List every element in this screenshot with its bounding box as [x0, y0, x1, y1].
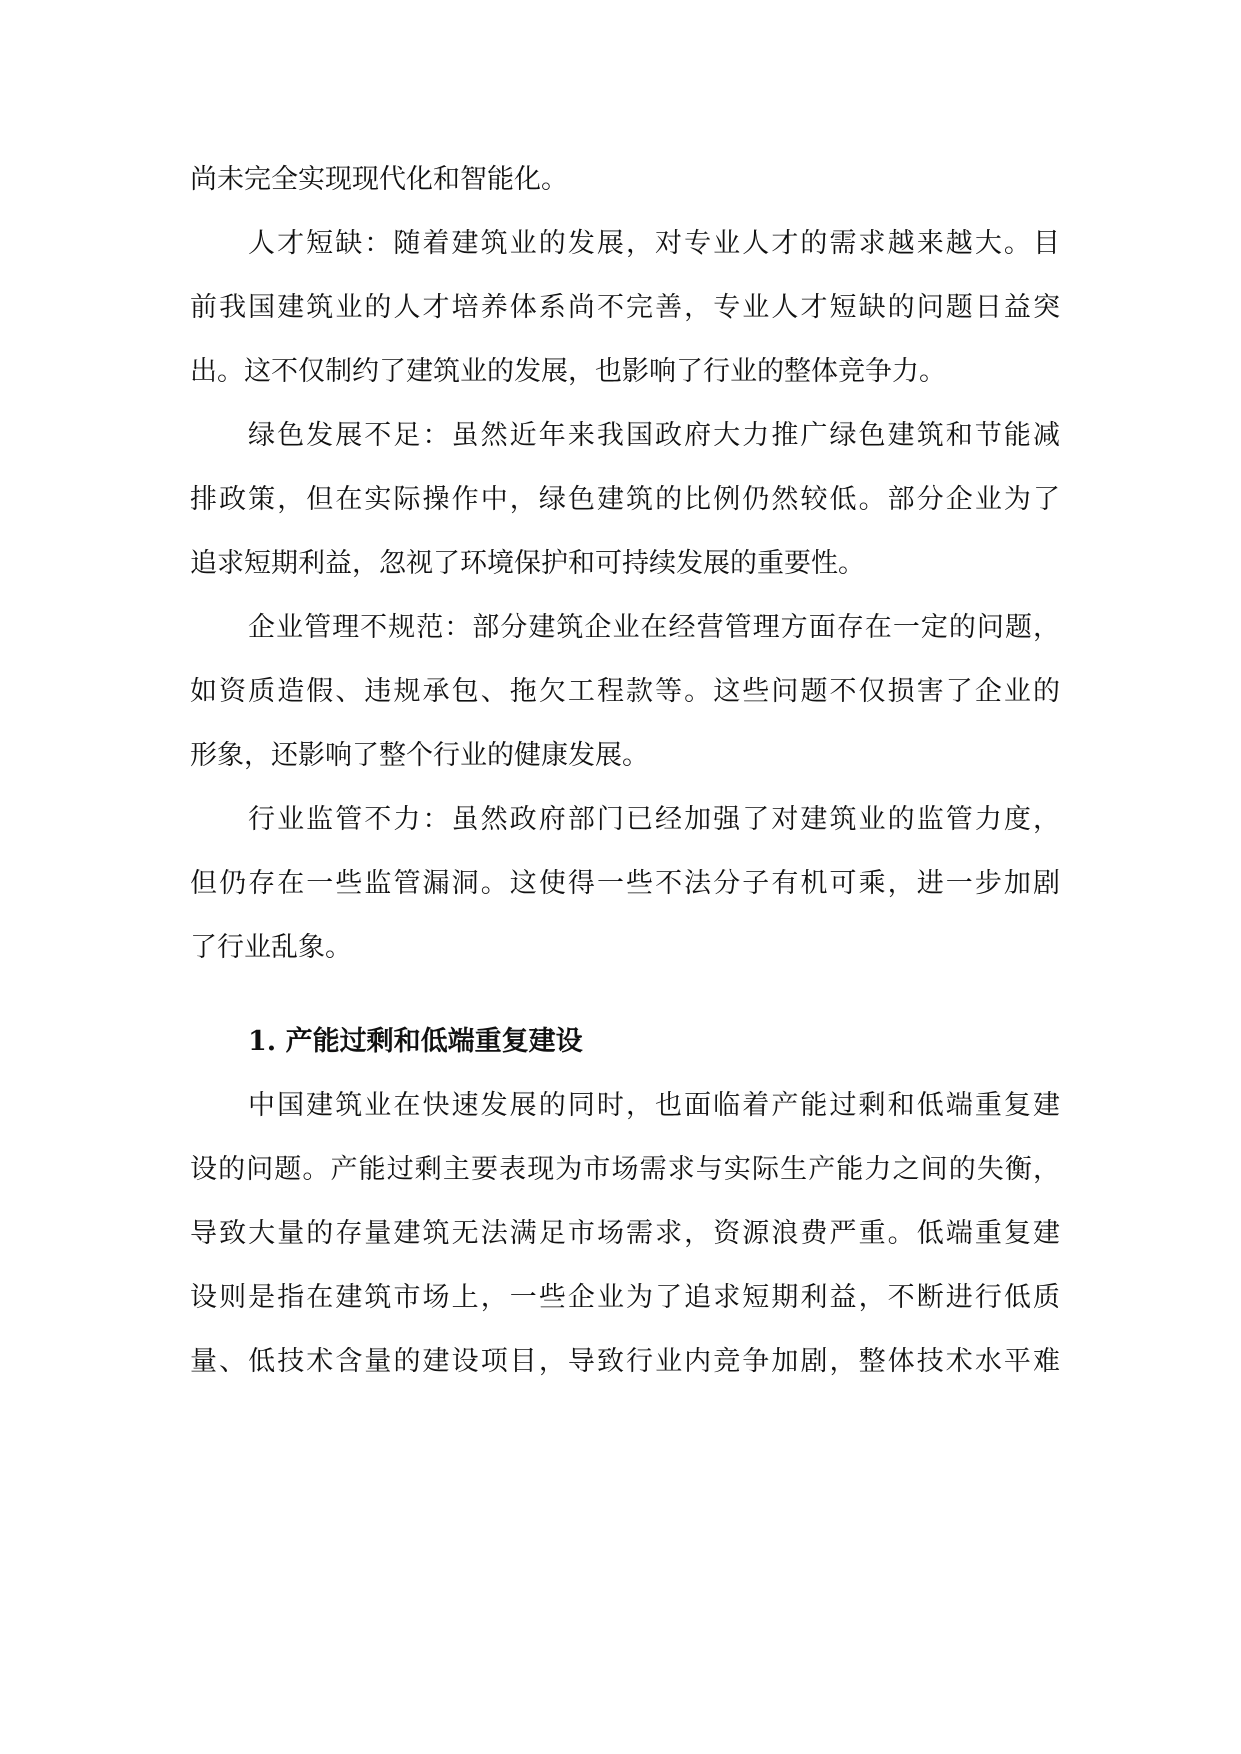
text-line: 中国建筑业在快速发展的同时，也面临着产能过剩和低端重复建 — [248, 1090, 1060, 1121]
text-line: 设的问题。产能过剩主要表现为市场需求与实际生产能力之间的失衡， — [190, 1154, 1060, 1185]
document-body — [190, 148, 1060, 1394]
text-line: 了行业乱象。 — [190, 932, 352, 963]
text-line: 追求短期利益，忽视了环境保护和可持续发展的重要性。 — [190, 548, 865, 579]
text-line: 绿色发展不足：虽然近年来我国政府大力推广绿色建筑和节能减 — [248, 420, 1060, 451]
paragraph-talent-shortage — [190, 212, 1060, 404]
paragraph-industry-supervision — [190, 788, 1060, 980]
text-line: 导致大量的存量建筑无法满足市场需求，资源浪费严重。低端重复建 — [190, 1218, 1060, 1249]
paragraph-overcapacity — [190, 1074, 1060, 1394]
paragraph-enterprise-management — [190, 596, 1060, 788]
paragraph-green-development — [190, 404, 1060, 596]
text-line: 尚未完全实现现代化和智能化。 — [190, 164, 568, 195]
text-line: 设则是指在建筑市场上，一些企业为了追求短期利益，不断进行低质 — [190, 1282, 1060, 1313]
text-line: 前我国建筑业的人才培养体系尚不完善，专业人才短缺的问题日益突 — [190, 292, 1060, 323]
text-line: 形象，还影响了整个行业的健康发展。 — [190, 740, 649, 771]
text-line: 但仍存在一些监管漏洞。这使得一些不法分子有机可乘，进一步加剧 — [190, 868, 1060, 899]
paragraph-continuation — [190, 148, 1060, 212]
section-heading: 1. 产能过剩和低端重复建设 — [248, 1026, 583, 1057]
text-line: 如资质造假、违规承包、拖欠工程款等。这些问题不仅损害了企业的 — [190, 676, 1060, 707]
text-line: 出。这不仅制约了建筑业的发展，也影响了行业的整体竞争力。 — [190, 356, 946, 387]
text-line: 人才短缺：随着建筑业的发展，对专业人才的需求越来越大。目 — [248, 228, 1060, 259]
text-line: 行业监管不力：虽然政府部门已经加强了对建筑业的监管力度， — [248, 804, 1060, 835]
text-line: 量、低技术含量的建设项目，导致行业内竞争加剧，整体技术水平难 — [190, 1346, 1060, 1377]
text-line: 企业管理不规范：部分建筑企业在经营管理方面存在一定的问题， — [248, 612, 1060, 643]
text-line: 排政策，但在实际操作中，绿色建筑的比例仍然较低。部分企业为了 — [190, 484, 1060, 515]
